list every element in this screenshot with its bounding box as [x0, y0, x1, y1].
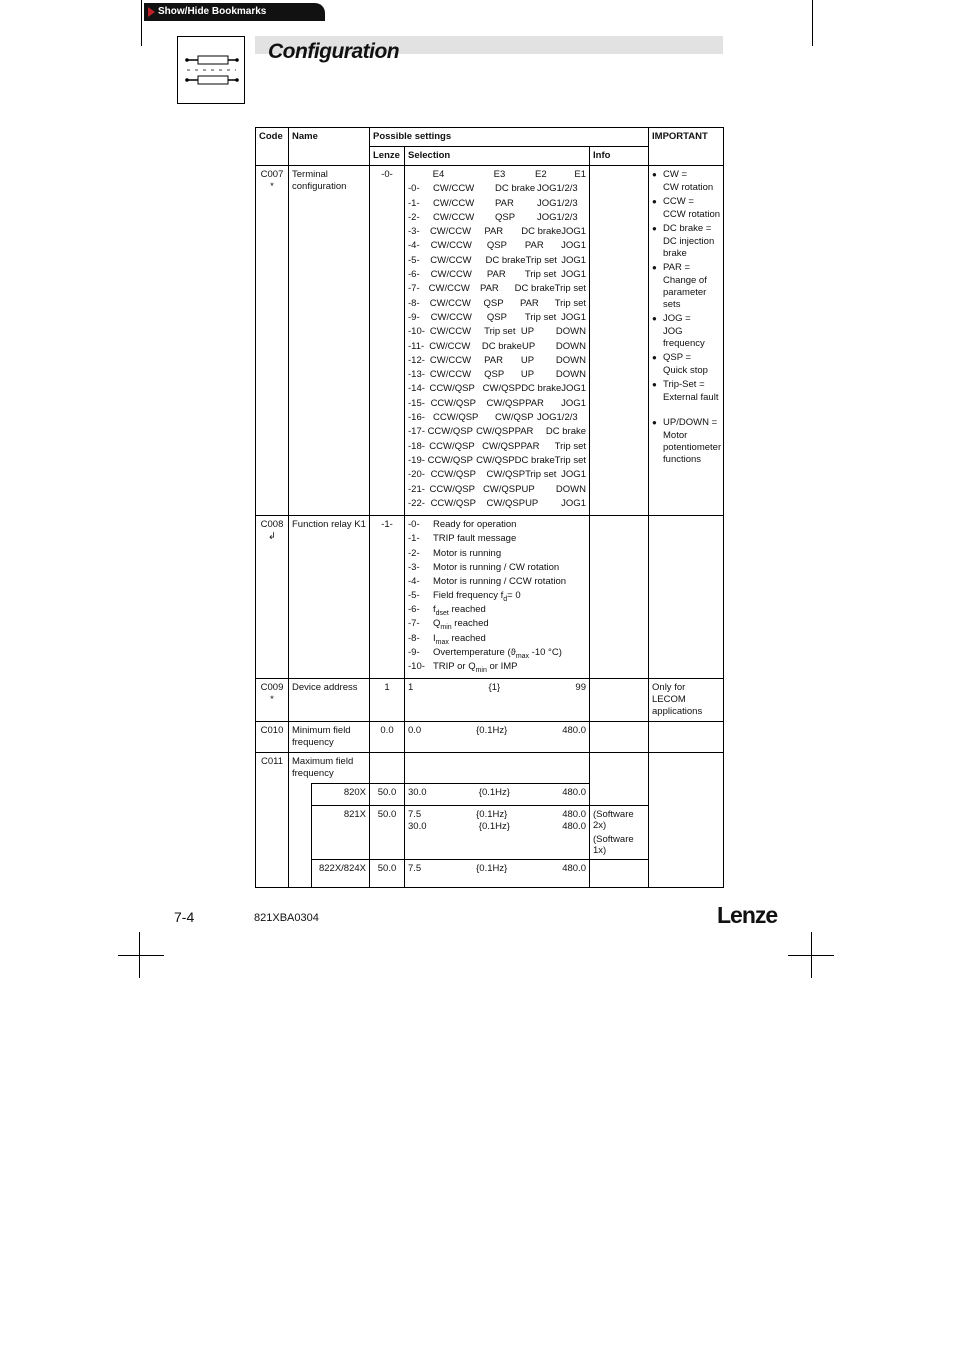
code-c009: C009: [260, 682, 284, 694]
grid-cell: CCW/QSP: [430, 497, 476, 509]
grid-cell: Trip set: [484, 326, 516, 338]
list-item: [408, 398, 586, 412]
code-cell: [256, 516, 289, 679]
grid-cell: -20-: [408, 469, 425, 481]
list-item: [408, 618, 586, 632]
range-step: {0.1Hz}: [476, 809, 508, 821]
grid-cell: JOG1/2/3: [537, 183, 578, 195]
header-possible-settings: Possible settings: [370, 128, 649, 147]
item-number: -10-: [408, 661, 425, 672]
list-item: [408, 369, 586, 383]
selection-cell: [405, 516, 590, 679]
grid-cell: CW/CCW: [433, 211, 475, 223]
name-cell: Terminal configuration: [289, 166, 370, 516]
grid-cell: CW/CCW: [429, 297, 471, 309]
range-min: 30.0: [408, 787, 427, 799]
bullet-icon: ●: [652, 197, 657, 206]
grid-cell: JOG1/2/3: [537, 412, 578, 424]
lenze-cell: 50.0: [370, 784, 405, 806]
info-software-2x: (Software 2x): [593, 809, 634, 832]
grid-cell: CCW/QSP: [433, 412, 479, 424]
code-mark: ↲: [268, 531, 276, 543]
grid-cell: -7-: [408, 283, 420, 295]
lenze-logo: Lenze: [717, 902, 778, 928]
grid-cell: UP: [520, 354, 535, 366]
grid-cell: UP: [520, 369, 535, 381]
terminal-header-row: [408, 169, 586, 183]
grid-cell: CW/QSP: [482, 383, 522, 395]
triangle-icon: [148, 7, 155, 17]
important-item: [652, 169, 720, 195]
selection-cell: [405, 806, 590, 860]
grid-cell: UP: [521, 340, 536, 352]
range-min: 30.0: [408, 821, 427, 833]
range-step: {0.1Hz}: [478, 787, 510, 799]
grid-cell: QSP: [495, 211, 516, 223]
table-row-c007: [256, 166, 724, 516]
grid-cell: CCW/QSP: [427, 454, 473, 466]
grid-cell: [408, 169, 433, 183]
important-item: [652, 313, 720, 351]
grid-cell: UP: [525, 497, 539, 509]
grid-cell: Trip set: [525, 254, 557, 266]
crop-mark: [141, 0, 142, 46]
list-item: [408, 383, 586, 397]
list-item: [408, 341, 586, 355]
spacer-cell: [289, 784, 312, 888]
important-item: [652, 417, 720, 467]
range-max: 480.0: [562, 725, 586, 737]
grid-cell: DC brake: [495, 183, 536, 195]
important-text: PAR = Change of parameter sets: [663, 262, 707, 310]
name-cell: Function relay K1: [289, 516, 370, 679]
grid-cell: JOG1: [561, 311, 586, 323]
item-text: TRIP fault message: [433, 533, 517, 545]
grid-cell: JOG1: [561, 383, 586, 395]
code-mark: *: [270, 181, 274, 192]
header-info: Info: [590, 147, 649, 166]
grid-cell: CW/CCW: [430, 311, 472, 323]
range-max: 480.0: [562, 809, 586, 821]
info-cell: [590, 860, 649, 888]
relay-function-list: [408, 519, 586, 675]
grid-cell: -17-: [408, 426, 425, 438]
range-max: 99: [575, 682, 586, 694]
grid-cell: CW/QSP: [486, 397, 526, 409]
list-item: [408, 519, 586, 533]
item-text: Ready for operation: [433, 519, 517, 531]
item-number: -2-: [408, 547, 420, 559]
list-item: [408, 226, 586, 240]
important-text: Trip-Set = External fault: [663, 379, 719, 403]
list-item: [408, 661, 586, 675]
grid-cell: JOG1: [561, 469, 586, 481]
grid-cell: -5-: [408, 254, 420, 266]
info-cell: [590, 679, 649, 722]
item-number: -1-: [408, 533, 420, 545]
range-max: 480.0: [562, 821, 586, 833]
item-number: -3-: [408, 561, 420, 573]
item-text: Motor is running / CW rotation: [433, 561, 560, 573]
list-item: [408, 576, 586, 590]
grid-cell: E2: [534, 169, 547, 180]
grid-cell: JOG1/2/3: [537, 211, 578, 223]
code-cell: [256, 166, 289, 516]
bullet-icon: ●: [652, 353, 657, 362]
list-item: [408, 548, 586, 562]
table-row-c011: [256, 753, 724, 784]
item-text: Motor is running: [433, 547, 502, 559]
grid-cell: Trip set: [554, 454, 586, 466]
bullet-icon: ●: [652, 418, 657, 427]
grid-cell: -19-: [408, 454, 425, 466]
grid-cell: PAR: [514, 426, 534, 438]
grid-cell: DOWN: [555, 483, 586, 495]
list-item: [408, 312, 586, 326]
selection-cell: [405, 753, 590, 784]
grid-cell: DC brake: [514, 454, 555, 466]
item-number: -8-: [408, 632, 420, 644]
grid-cell: CW/CCW: [430, 254, 472, 266]
bullet-icon: ●: [652, 314, 657, 323]
table-row-c010: [256, 722, 724, 753]
list-item: [408, 269, 586, 283]
grid-cell: CW/CCW: [433, 197, 475, 209]
grid-cell: DOWN: [555, 369, 586, 381]
lenze-cell: 0.0: [370, 722, 405, 753]
grid-cell: DOWN: [555, 340, 586, 352]
grid-cell: CW/QSP: [482, 440, 521, 452]
list-item: [408, 426, 586, 440]
grid-cell: CW/CCW: [429, 369, 472, 381]
grid-cell: E1: [574, 169, 586, 180]
grid-cell: -3-: [408, 226, 420, 238]
range-max: 480.0: [562, 863, 586, 875]
list-item: [408, 183, 586, 197]
code-c008: C008: [260, 519, 284, 531]
important-item: [652, 196, 720, 222]
item-text: Overtemperature ($ϑ_{max}$ -10 °C): [433, 646, 562, 660]
grid-cell: QSP: [484, 369, 505, 381]
important-item: [652, 262, 720, 312]
grid-cell: -2-: [408, 211, 420, 223]
grid-cell: Trip set: [554, 440, 586, 452]
grid-cell: DC brake: [485, 254, 526, 266]
item-number: -5-: [408, 590, 420, 602]
header-important: IMPORTANT: [649, 128, 724, 166]
important-text: QSP = Quick stop: [663, 352, 708, 376]
item-text: $Q_{min}$ reached: [433, 618, 489, 632]
grid-cell: E3: [493, 169, 506, 180]
grid-cell: DC brake: [521, 383, 562, 395]
document-code: 821XBA0304: [254, 912, 319, 924]
bullet-icon: ●: [652, 263, 657, 272]
important-cell: Only for LECOM applications: [649, 679, 724, 722]
grid-cell: PAR: [484, 354, 503, 366]
range-max: 480.0: [562, 787, 586, 799]
lenze-cell: 50.0: [370, 806, 405, 860]
range-min: 7.5: [408, 809, 422, 821]
list-item: [408, 298, 586, 312]
grid-cell: PAR: [519, 297, 539, 309]
grid-cell: -4-: [408, 240, 420, 252]
important-text: CW = CW rotation: [663, 169, 714, 193]
header-code: Code: [256, 128, 289, 166]
range-step: {0.1Hz}: [476, 725, 508, 737]
table-row-c009: [256, 679, 724, 722]
grid-cell: CW/CCW: [429, 354, 472, 366]
crop-mark: [139, 932, 140, 978]
grid-cell: DC brake: [521, 226, 562, 238]
grid-cell: JOG1/2/3: [537, 197, 578, 209]
item-number: -0-: [408, 519, 420, 531]
important-cell: [649, 166, 724, 516]
grid-cell: CW/QSP: [486, 469, 526, 481]
grid-cell: -12-: [408, 354, 425, 366]
grid-cell: E4: [432, 169, 445, 180]
grid-cell: QSP: [486, 311, 507, 323]
grid-cell: DOWN: [555, 326, 586, 338]
grid-cell: -16-: [408, 412, 425, 424]
grid-cell: CW/CCW: [428, 283, 470, 295]
range-min: 7.5: [408, 863, 422, 875]
selection-cell: [405, 679, 590, 722]
item-number: -9-: [408, 646, 420, 658]
code-cell: [256, 679, 289, 722]
grid-cell: CW/QSP: [476, 454, 515, 466]
model-cell: 821X: [312, 806, 370, 860]
grid-cell: Trip set: [525, 469, 557, 481]
item-text: $f_{dset}$ reached: [433, 604, 486, 618]
grid-cell: CCW/QSP: [429, 483, 475, 495]
range-step: {0.1Hz}: [476, 863, 508, 875]
page-number: 7-4: [174, 909, 195, 925]
lenze-cell: -1-: [370, 516, 405, 679]
grid-cell: PAR: [479, 283, 499, 295]
important-item: [652, 223, 720, 261]
grid-cell: QSP: [486, 240, 507, 252]
grid-cell: DC brake: [514, 283, 555, 295]
important-cell: [649, 722, 724, 753]
grid-cell: -0-: [408, 183, 420, 195]
grid-cell: CW/CCW: [430, 269, 472, 281]
grid-cell: -14-: [408, 383, 425, 395]
grid-cell: DC brake: [545, 426, 587, 438]
grid-cell: -8-: [408, 297, 420, 309]
grid-cell: JOG1: [561, 254, 586, 266]
grid-cell: CCW/QSP: [427, 426, 473, 438]
model-cell: 822X/824X: [312, 860, 370, 888]
grid-cell: CCW/QSP: [430, 397, 476, 409]
bullet-icon: ●: [652, 380, 657, 389]
item-number: -6-: [408, 604, 420, 616]
grid-cell: PAR: [495, 197, 514, 209]
crop-mark: [812, 0, 813, 46]
important-text: CCW = CCW rotation: [663, 196, 721, 220]
info-cell: [590, 516, 649, 679]
list-item: [408, 441, 586, 455]
grid-cell: Trip set: [524, 311, 557, 323]
grid-cell: CW/CCW: [429, 326, 472, 338]
grid-cell: CW/CCW: [429, 226, 472, 238]
grid-cell: JOG1: [561, 226, 587, 238]
important-text: DC brake = DC injection brake: [663, 223, 715, 259]
terminal-config-list: [408, 169, 586, 512]
table-row-c008: [256, 516, 724, 679]
grid-cell: -22-: [408, 497, 425, 509]
selection-cell: [405, 722, 590, 753]
list-item: [408, 198, 586, 212]
grid-cell: CW/QSP: [476, 426, 515, 438]
selection-cell: [405, 166, 590, 516]
grid-cell: CCW/QSP: [429, 440, 475, 452]
grid-cell: UP: [521, 483, 535, 495]
info-software-1x: (Software 1x): [593, 834, 634, 857]
item-text: TRIP or $Q_{min}$ or IMP: [433, 661, 518, 674]
model-cell: 820X: [312, 784, 370, 806]
grid-cell: CW/CCW: [430, 240, 472, 252]
info-cell: [590, 753, 649, 806]
name-cell: Minimum field frequency: [289, 722, 370, 753]
grid-cell: CCW/QSP: [430, 469, 476, 481]
list-item: [408, 412, 586, 426]
grid-cell: CCW/QSP: [429, 383, 475, 395]
grid-cell: -15-: [408, 397, 425, 409]
item-text: Motor is running / CCW rotation: [433, 575, 567, 587]
header-selection: Selection: [405, 147, 590, 166]
grid-cell: JOG1: [561, 497, 586, 509]
grid-cell: JOG1: [561, 269, 586, 281]
info-cell: [590, 722, 649, 753]
important-cell: [649, 753, 724, 888]
crop-mark: [118, 955, 164, 956]
grid-cell: DOWN: [555, 354, 586, 366]
selection-cell: [405, 860, 590, 888]
bookmarks-label: Show/Hide Bookmarks: [158, 6, 267, 17]
code-c007: C007: [260, 169, 284, 180]
header-lenze: Lenze: [370, 147, 405, 166]
grid-cell: -10-: [408, 326, 425, 338]
list-item: [408, 647, 586, 661]
list-item: [408, 590, 586, 604]
item-number: -4-: [408, 575, 420, 587]
important-text: UP/DOWN = Motor potentiometer functions: [663, 417, 722, 465]
list-item: [408, 326, 586, 340]
code-cell: C010: [256, 722, 289, 753]
important-item: [652, 352, 720, 378]
grid-cell: CW/QSP: [486, 497, 526, 509]
list-item: [408, 562, 586, 576]
grid-cell: PAR: [525, 397, 544, 409]
list-item: [408, 533, 586, 547]
list-item: [408, 633, 586, 647]
list-item: [408, 484, 586, 498]
list-item: [408, 455, 586, 469]
important-item: [652, 379, 720, 405]
page-title: Configuration: [268, 40, 400, 63]
info-cell: [590, 166, 649, 516]
grid-cell: PAR: [520, 440, 540, 452]
important-list: [652, 169, 720, 467]
code-cell: C011: [256, 753, 289, 888]
grid-cell: -11-: [408, 340, 425, 352]
info-cell: [590, 806, 649, 860]
list-item: [408, 498, 586, 512]
grid-cell: PAR: [486, 269, 506, 281]
name-cell: Device address: [289, 679, 370, 722]
configuration-icon: [177, 36, 245, 104]
range-min: 0.0: [408, 725, 422, 737]
grid-cell: JOG1: [561, 240, 586, 252]
important-cell: [649, 516, 724, 679]
item-number: -7-: [408, 618, 420, 630]
range-min: 1: [408, 682, 414, 694]
bullet-icon: ●: [652, 224, 657, 233]
grid-cell: JOG1: [561, 397, 586, 409]
item-text: Field frequency $f_d= 0$: [433, 590, 521, 603]
important-text: JOG = JOG frequency: [663, 313, 705, 349]
list-item: [408, 355, 586, 369]
list-item: [408, 469, 586, 483]
grid-cell: -18-: [408, 440, 425, 452]
grid-cell: CW/CCW: [433, 183, 475, 195]
list-item: [408, 240, 586, 254]
grid-cell: CW/CCW: [429, 340, 471, 352]
list-item: [408, 255, 586, 269]
lenze-cell: 1: [370, 679, 405, 722]
grid-cell: -13-: [408, 369, 425, 381]
grid-cell: Trip set: [554, 283, 586, 295]
list-item: [408, 604, 586, 618]
grid-cell: Trip set: [524, 269, 557, 281]
grid-cell: Trip set: [554, 297, 587, 309]
range-step: {0.1Hz}: [478, 821, 510, 833]
lenze-cell: 50.0: [370, 860, 405, 888]
grid-cell: PAR: [484, 226, 504, 238]
bullet-icon: ●: [652, 170, 657, 179]
grid-cell: UP: [520, 326, 535, 338]
grid-cell: PAR: [524, 240, 544, 252]
selection-cell: [405, 784, 590, 806]
configuration-table: [255, 127, 724, 888]
code-mark: *: [270, 694, 274, 706]
grid-cell: -6-: [408, 269, 420, 281]
list-item: [408, 283, 586, 297]
grid-cell: -9-: [408, 311, 420, 323]
lenze-cell: -0-: [370, 166, 405, 516]
item-text: $I_{max}$ reached: [433, 632, 486, 646]
lenze-cell: [370, 753, 405, 784]
grid-cell: -1-: [408, 197, 420, 209]
grid-cell: QSP: [483, 297, 504, 309]
grid-cell: DC brake: [481, 340, 522, 352]
grid-cell: -21-: [408, 483, 425, 495]
name-cell: Maximum field frequency: [289, 753, 370, 784]
crop-mark: [811, 932, 812, 978]
range-step: {1}: [488, 682, 501, 694]
show-hide-bookmarks-button[interactable]: [144, 3, 325, 21]
grid-cell: CW/QSP: [482, 483, 522, 495]
grid-cell: CW/QSP: [495, 412, 534, 424]
list-item: [408, 212, 586, 226]
header-name: Name: [289, 128, 370, 166]
